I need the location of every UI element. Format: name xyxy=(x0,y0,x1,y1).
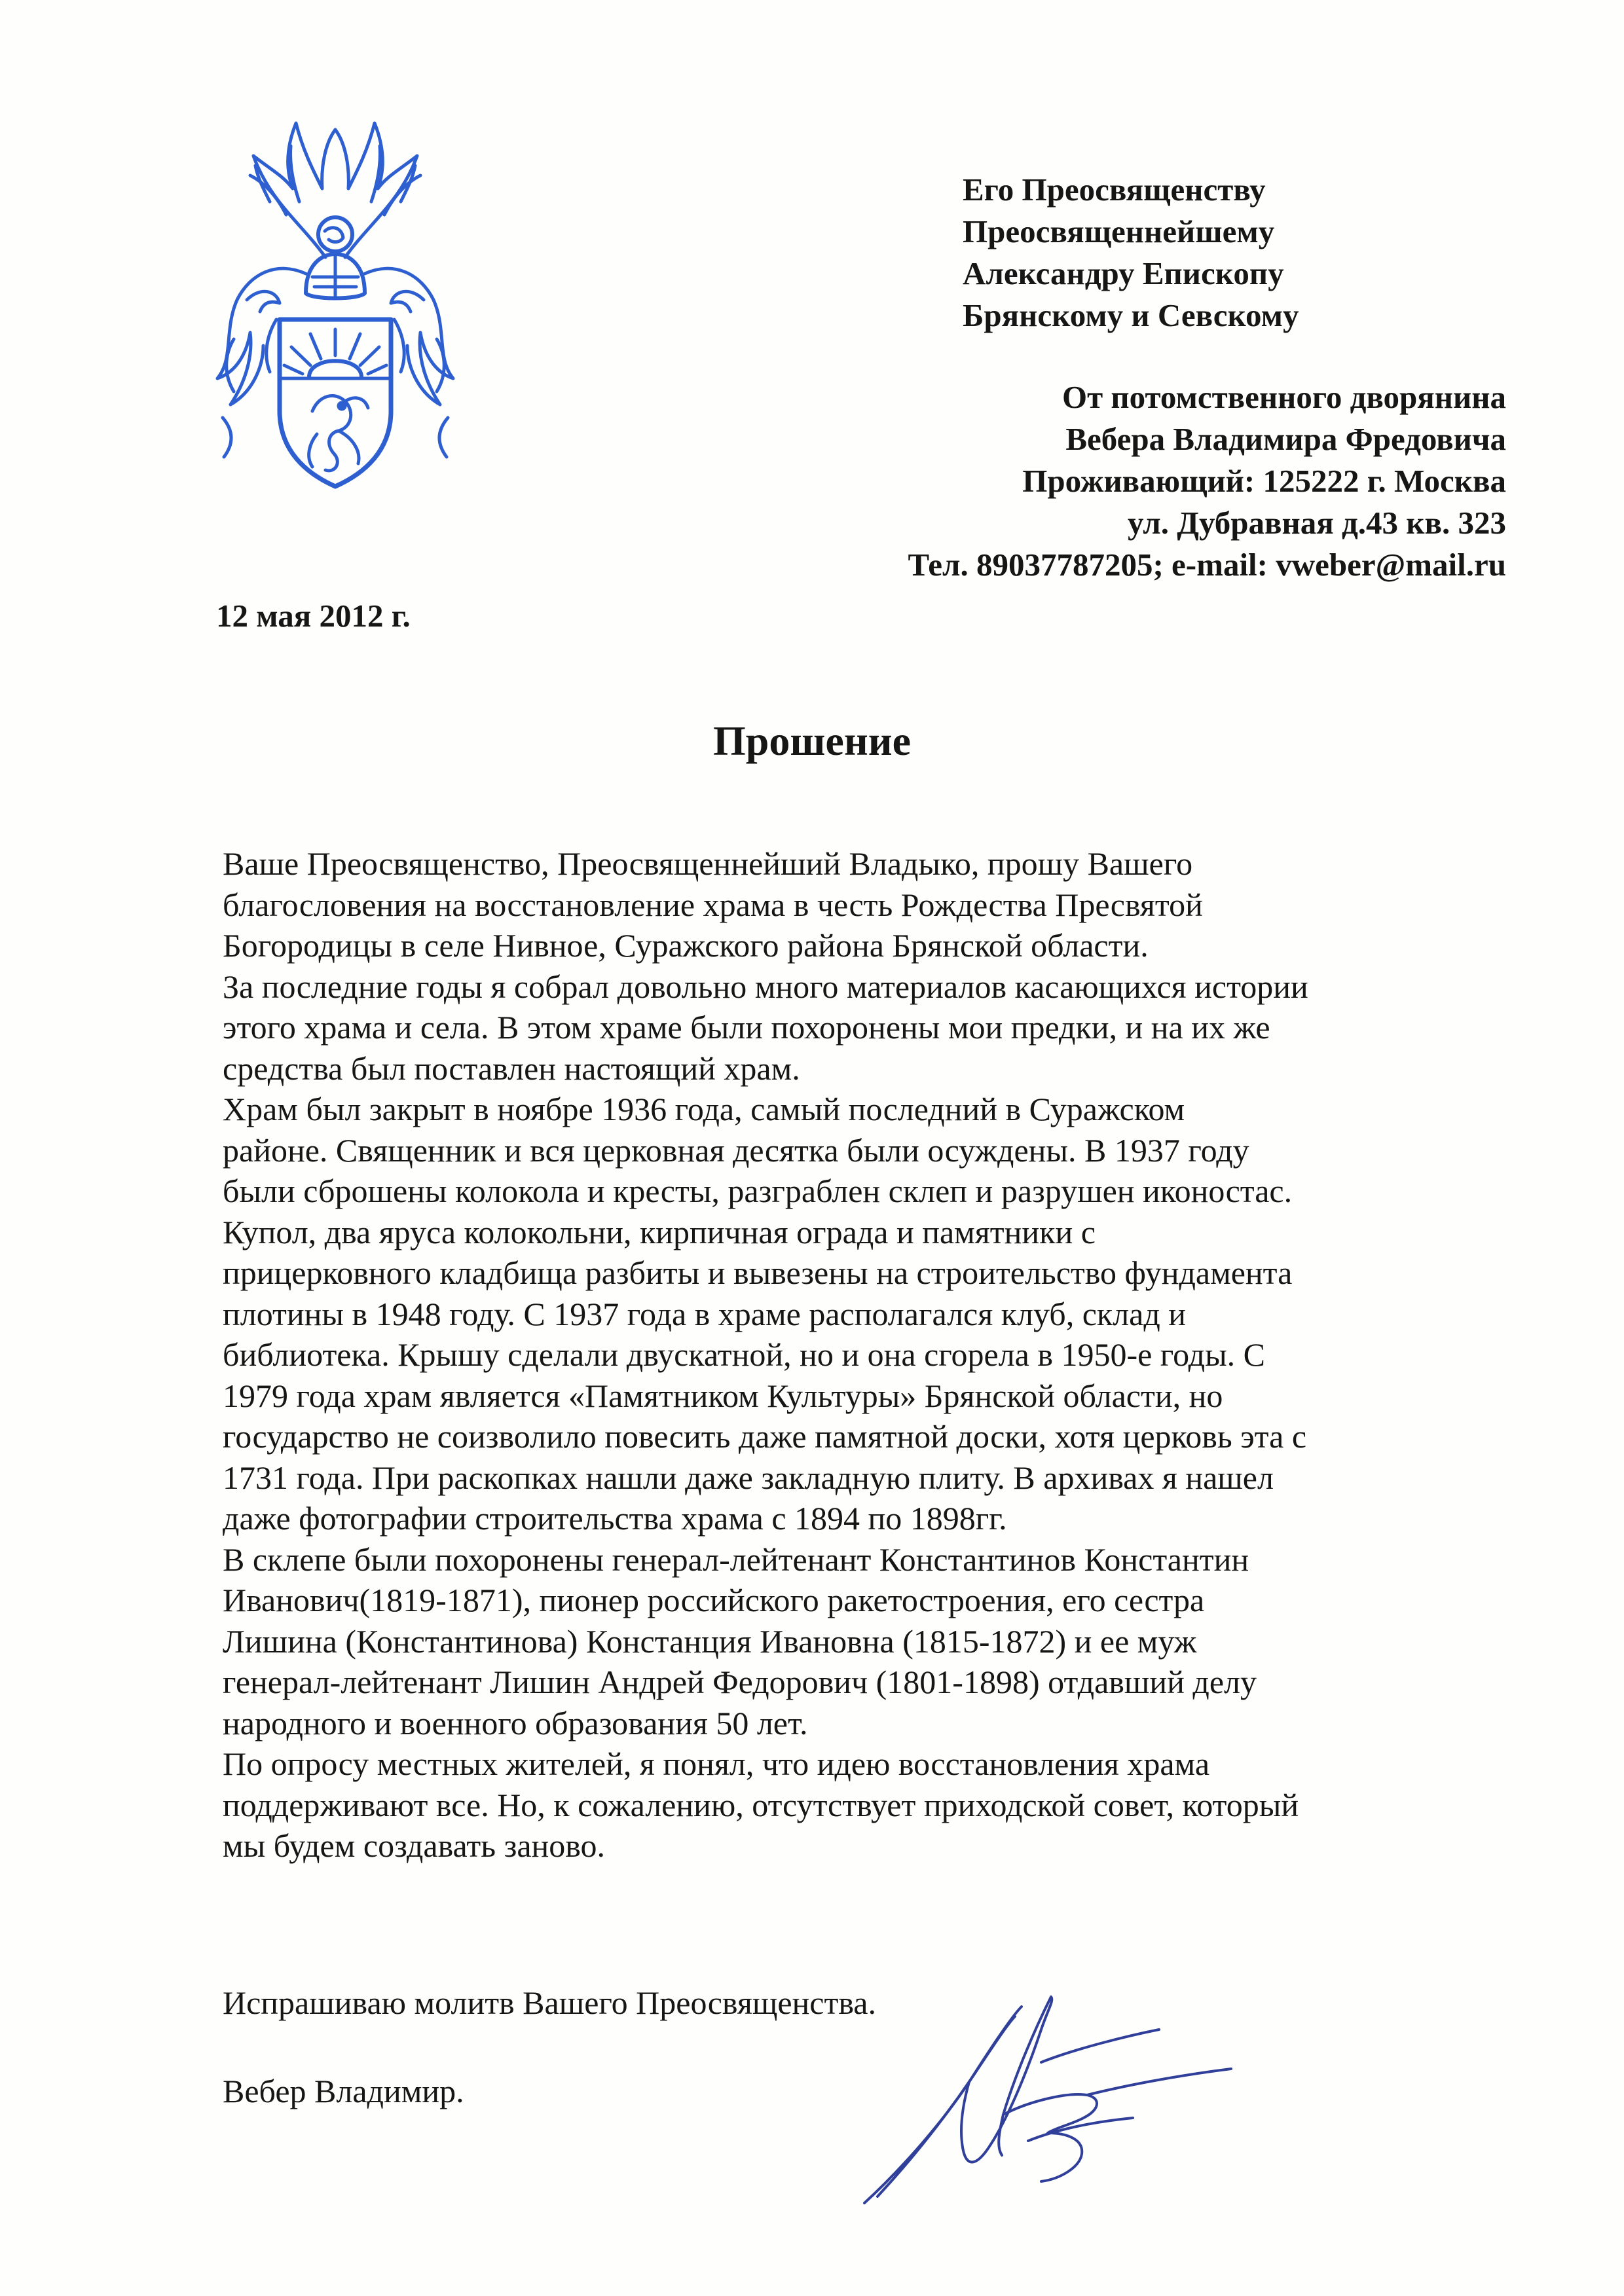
body-line: Лишина (Константинова) Констанция Ивановна (1815-1872) и ее муж xyxy=(223,1622,1197,1660)
addressee-line: Александру Епископу xyxy=(963,255,1284,291)
sender-line: Вебера Владимира Фредовича xyxy=(1065,421,1506,457)
body-line: благословения на восстановление храма в честь Рождества Пресвятой xyxy=(223,886,1203,923)
sender-line: От потомственного дворянина xyxy=(1061,379,1506,415)
body-line: Иванович(1819-1871), пионер российского ракетостроения, его сестра xyxy=(223,1582,1205,1618)
sender-line: ул. Дубравная д.43 кв. 323 xyxy=(1127,505,1506,541)
body-line: библиотека. Крышу сделали двускатной, но и она сгорела в 1950-е годы. С xyxy=(223,1336,1266,1373)
body-line: прицерковного кладбища разбиты и вывезены на строительство фундамента xyxy=(223,1254,1293,1291)
coat-of-arms-icon xyxy=(172,103,499,496)
sender-contact-line: Тел. 89037787205; e-mail: vweber@mail.ru xyxy=(908,547,1506,583)
addressee-line: Брянскому и Севскому xyxy=(963,297,1299,333)
letter-date: 12 мая 2012 г. xyxy=(216,598,411,634)
letter-body xyxy=(223,843,1519,1867)
body-line: народного и военного образования 50 лет. xyxy=(223,1704,808,1741)
sender-block xyxy=(753,376,1506,586)
closing-line: Испрашиваю молитв Вашего Преосвященства. xyxy=(223,1984,876,2021)
body-line: генерал-лейтенант Лишин Андрей Федорович (1801-1898) отдавший делу xyxy=(223,1664,1257,1700)
addressee-block xyxy=(963,169,1506,337)
body-line: даже фотографии строительства храма с 1894 по 1898гг. xyxy=(223,1500,1007,1537)
body-line: были сброшены колокола и кресты, разграблен склеп и разрушен иконостас. xyxy=(223,1173,1293,1209)
body-line: Богородицы в селе Нивное, Суражского района Брянской области. xyxy=(223,927,1149,964)
body-line: 1731 года. При раскопках нашли даже закладную плиту. В архивах я нашел xyxy=(223,1459,1274,1496)
body-line: государство не соизволило повесить даже памятной доски, хотя церковь эта с xyxy=(223,1418,1307,1455)
body-line: мы будем создавать заново. xyxy=(223,1827,606,1864)
handwritten-signature-icon xyxy=(851,1971,1244,2213)
document-title: Прошение xyxy=(713,718,911,764)
body-line: По опросу местных жителей, я понял, что идею восстановления храма xyxy=(223,1745,1210,1782)
body-line: В склепе были похоронены генерал-лейтенант Константинов Константин xyxy=(223,1540,1249,1578)
addressee-line: Преосвященнейшему xyxy=(963,213,1275,249)
sender-line: Проживающий: 125222 г. Москва xyxy=(1022,463,1506,499)
body-line: Ваше Преосвященство, Преосвященнейший Владыко, прошу Вашего xyxy=(223,845,1193,882)
body-line: средства был поставлен настоящий храм. xyxy=(223,1049,800,1087)
signed-name: Вебер Владимир. xyxy=(223,2073,464,2109)
body-line: плотины в 1948 году. С 1937 года в храме располагался клуб, склад и xyxy=(223,1295,1187,1332)
body-line: Купол, два яруса колокольни, кирпичная ограда и памятники с xyxy=(223,1213,1096,1250)
body-line: Храм был закрыт в ноябре 1936 года, самый последний в Суражском xyxy=(223,1091,1185,1127)
body-line: поддерживают все. Но, к сожалению, отсутствует приходской совет, который xyxy=(223,1786,1299,1823)
body-line: этого храма и села. В этом храме были похоронены мои предки, и на их же xyxy=(223,1009,1270,1046)
body-line: За последние годы я собрал довольно много материалов касающихся истории xyxy=(223,968,1308,1005)
body-line: 1979 года храм является «Памятником Культуры» Брянской области, но xyxy=(223,1377,1223,1414)
body-line: районе. Священник и вся церковная десятка были осуждены. В 1937 году xyxy=(223,1131,1249,1169)
addressee-line: Его Преосвященству xyxy=(963,172,1266,208)
